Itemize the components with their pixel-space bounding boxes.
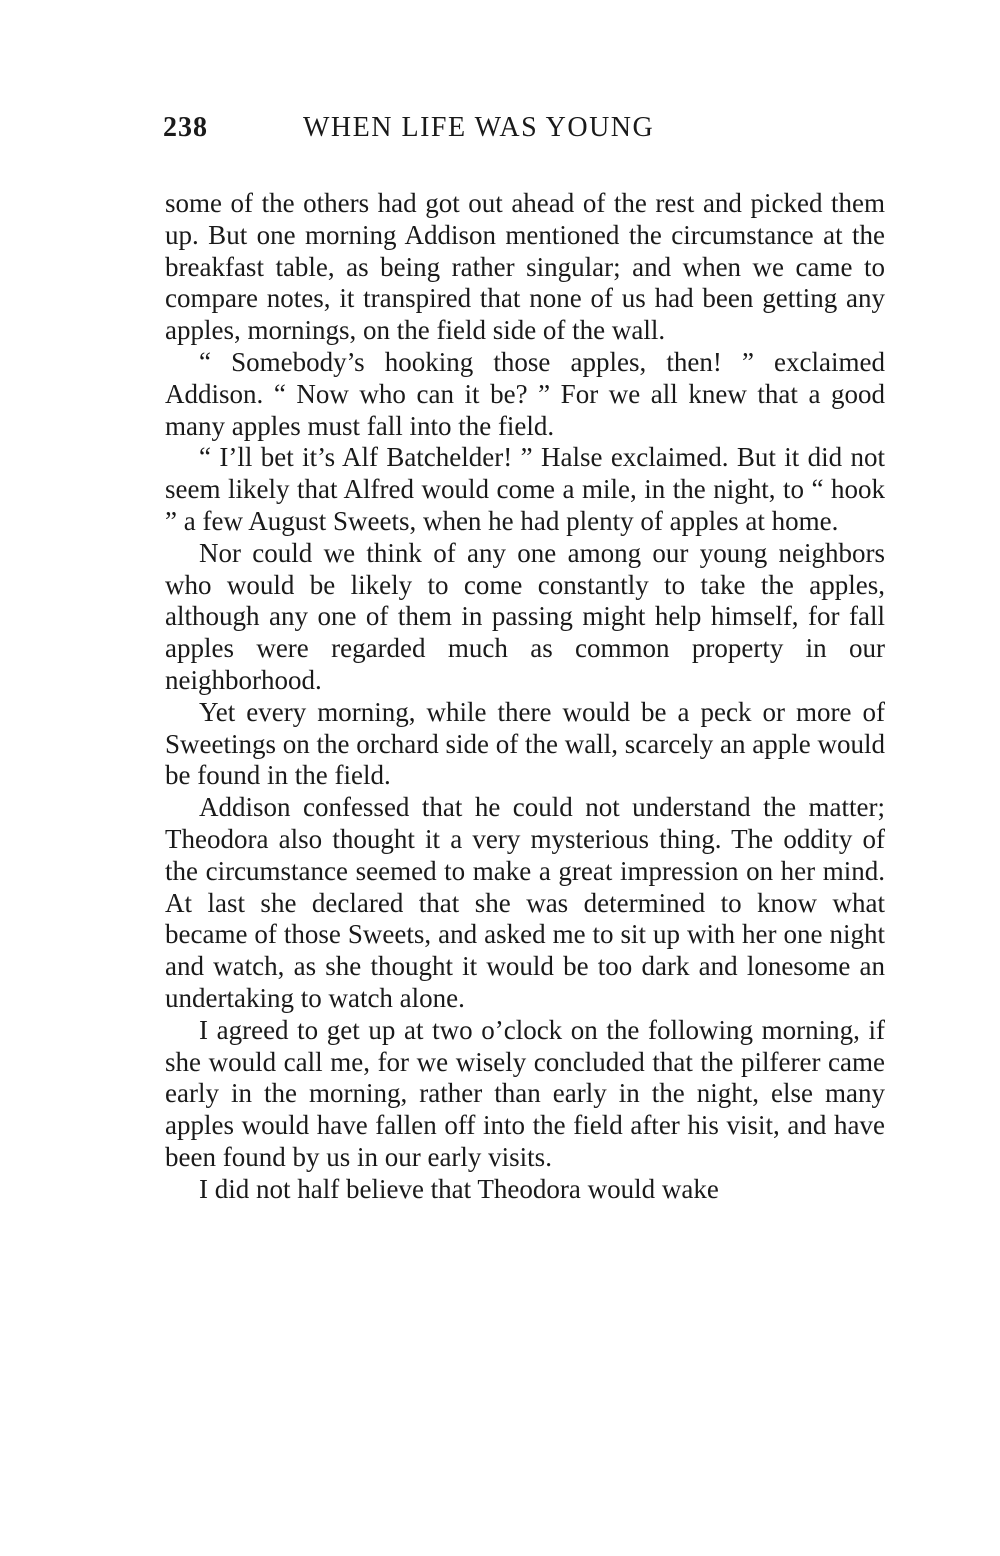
- paragraph-3: “ I’ll bet it’s Alf Batchelder! ” Halse exclaimed. But it did not seem likely that Alfred would come a mile, in the night, to “ hook ” a few August Sweets, when he had plenty of apples at home.: [165, 442, 885, 536]
- paragraph-7: I agreed to get up at two o’clock on the following morning, if she would call me, for we wisely concluded that the pilferer came early in the morning, rather than early in the night, else many apples would have fallen off into the field after his visit, and have been found by us in our early visits.: [165, 1014, 885, 1172]
- paragraph-2: “ Somebody’s hooking those apples, then! ” exclaimed Addison. “ Now who can it be? ” For we all knew that a good many apples must fall into the field.: [165, 346, 885, 441]
- body-text: [165, 188, 885, 1206]
- paragraph-8: I did not half believe that Theodora would wake: [199, 1173, 719, 1204]
- paragraph-6: Addison confessed that he could not understand the matter; Theodora also thought it a very mysterious thing. The oddity of the circumstance seemed to make a great impression on her mind. At last she declared that she was determined to know what became of those Sweets, and asked me to sit up with her one night and watch, as she thought it would be too dark and lonesome an undertaking to watch alone.: [165, 792, 885, 1013]
- page-number: 238: [163, 112, 208, 143]
- paragraph-1: some of the others had got out ahead of the rest and picked them up. But one morning Addison mentioned the circumstance at the breakfast table, as being rather singular; and when we came to compare notes, it transpired that none of us had been getting any apples, mornings, on the field side of the wall.: [165, 188, 885, 346]
- running-head: WHEN LIFE WAS YOUNG: [303, 112, 655, 143]
- page-header: [163, 112, 763, 156]
- paragraph-4: Nor could we think of any one among our young neighbors who would be likely to come constantly to take the apples, although any one of them in passing might help himself, for fall apples were regarded much as common property in our neighborhood.: [165, 537, 885, 695]
- paragraph-5: Yet every morning, while there would be a peck or more of Sweetings on the orchard side of the wall, scarcely an apple would be found in the field.: [165, 696, 885, 791]
